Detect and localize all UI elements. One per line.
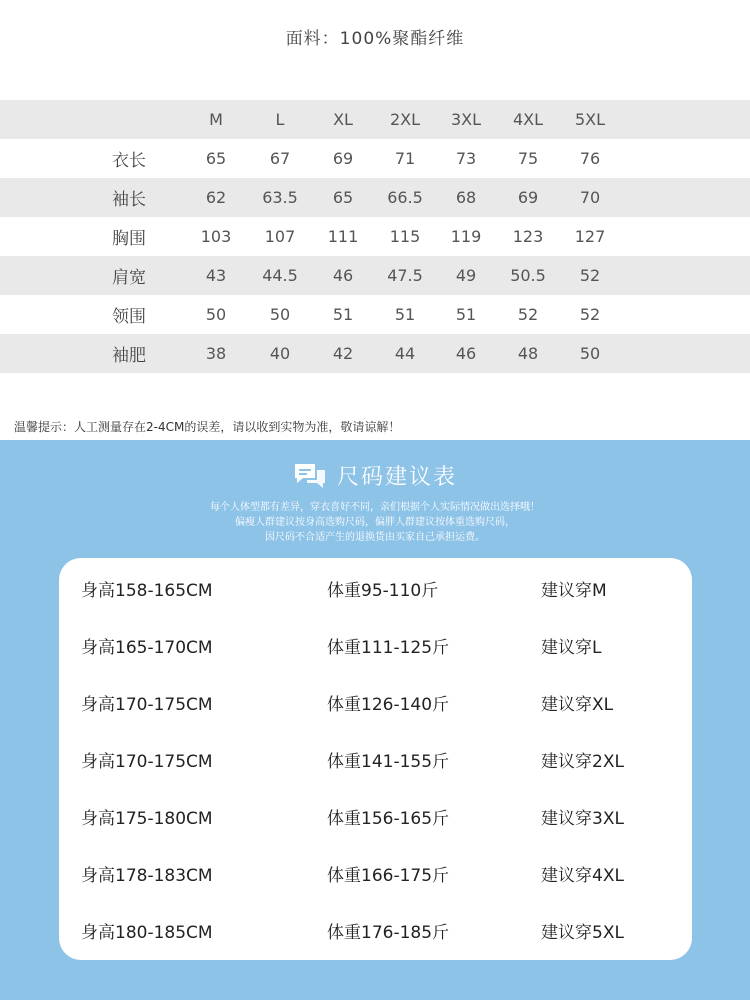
table-cell: 76	[579, 149, 601, 168]
table-cell: 48	[517, 344, 539, 363]
table-cell: 69	[332, 149, 354, 168]
table-cell: 51	[394, 305, 416, 324]
height-range: 身高178-183CM	[81, 866, 213, 886]
height-range: 身高170-175CM	[81, 695, 213, 715]
size-header: 4XL	[512, 110, 544, 129]
size-header: 3XL	[450, 110, 482, 129]
recommendation-row	[59, 861, 692, 891]
table-row	[0, 178, 750, 217]
material-text: 面料：100%聚酯纤维	[285, 29, 465, 49]
table-cell: 66.5	[387, 188, 423, 207]
table-cell: 63.5	[262, 188, 298, 207]
table-cell: 70	[579, 188, 601, 207]
row-label: 肩宽	[112, 268, 146, 288]
chat-bubble-icon	[293, 461, 327, 491]
table-cell: 50.5	[510, 266, 546, 285]
table-cell: 40	[269, 344, 291, 363]
table-cell: 44	[394, 344, 416, 363]
table-cell: 52	[579, 266, 601, 285]
table-cell: 49	[455, 266, 477, 285]
table-cell: 51	[455, 305, 477, 324]
weight-range: 体重176-185斤	[327, 923, 450, 943]
recommendation-row	[59, 576, 692, 606]
advice-line: 偏瘦人群建议按身高选购尺码，偏胖人群建议按体重选购尺码，	[235, 517, 515, 528]
table-row	[0, 295, 750, 334]
measurement-tip: 温馨提示：人工测量存在2-4CM的误差，请以收到实物为准，敬请谅解！	[14, 420, 401, 434]
advice-line: 因尺码不合适产生的退换货由买家自己承担运费。	[265, 532, 485, 543]
table-row	[0, 217, 750, 256]
size-recommendation-card	[59, 558, 692, 960]
suggested-size: 建议穿2XL	[541, 752, 624, 772]
table-cell: 50	[579, 344, 601, 363]
table-cell: 69	[517, 188, 539, 207]
height-range: 身高175-180CM	[81, 809, 213, 829]
table-cell: 46	[455, 344, 477, 363]
table-cell: 51	[332, 305, 354, 324]
table-cell: 123	[512, 227, 544, 246]
height-range: 身高170-175CM	[81, 752, 213, 772]
size-header: L	[275, 110, 285, 129]
height-range: 身高165-170CM	[81, 638, 213, 658]
advice-title-text: 尺码建议表	[336, 465, 457, 490]
recommendation-row	[59, 690, 692, 720]
size-header-row	[0, 100, 750, 139]
suggested-size: 建议穿L	[541, 638, 602, 658]
weight-range: 体重126-140斤	[327, 695, 450, 715]
recommendation-row	[59, 804, 692, 834]
weight-range: 体重166-175斤	[327, 866, 450, 886]
recommendation-row	[59, 633, 692, 663]
size-table	[0, 100, 750, 373]
table-cell: 119	[450, 227, 482, 246]
recommendation-row	[59, 747, 692, 777]
weight-range: 体重141-155斤	[327, 752, 450, 772]
table-cell: 62	[205, 188, 227, 207]
row-label: 领围	[112, 307, 146, 327]
table-cell: 46	[332, 266, 354, 285]
height-range: 身高180-185CM	[81, 923, 213, 943]
row-label: 胸围	[112, 229, 146, 249]
weight-range: 体重95-110斤	[327, 581, 439, 601]
table-cell: 43	[205, 266, 227, 285]
table-cell: 75	[517, 149, 539, 168]
table-cell: 38	[205, 344, 227, 363]
table-cell: 115	[389, 227, 421, 246]
weight-range: 体重111-125斤	[327, 638, 450, 658]
height-range: 身高158-165CM	[81, 581, 213, 601]
table-cell: 107	[264, 227, 296, 246]
advice-title	[0, 460, 750, 491]
table-cell: 50	[205, 305, 227, 324]
advice-description	[0, 500, 750, 545]
table-cell: 127	[574, 227, 606, 246]
size-header: 5XL	[574, 110, 606, 129]
row-label: 衣长	[112, 151, 146, 171]
table-cell: 71	[394, 149, 416, 168]
table-cell: 44.5	[262, 266, 298, 285]
advice-line: 每个人体型都有差异，穿衣喜好不同，亲们根据个人实际情况做出选择哦！	[210, 502, 540, 513]
table-cell: 42	[332, 344, 354, 363]
suggested-size: 建议穿M	[541, 581, 607, 601]
table-cell: 50	[269, 305, 291, 324]
table-row	[0, 139, 750, 178]
size-header: M	[209, 110, 223, 129]
table-cell: 103	[200, 227, 232, 246]
table-cell: 73	[455, 149, 477, 168]
suggested-size: 建议穿5XL	[541, 923, 624, 943]
table-cell: 65	[332, 188, 354, 207]
table-cell: 111	[327, 227, 359, 246]
table-cell: 65	[205, 149, 227, 168]
table-cell: 52	[517, 305, 539, 324]
size-header: XL	[333, 110, 353, 129]
weight-range: 体重156-165斤	[327, 809, 450, 829]
size-advice-panel	[0, 440, 750, 1000]
table-cell: 68	[455, 188, 477, 207]
table-cell: 52	[579, 305, 601, 324]
table-cell: 67	[269, 149, 291, 168]
row-label: 袖长	[112, 190, 146, 210]
suggested-size: 建议穿3XL	[541, 809, 624, 829]
size-header: 2XL	[389, 110, 421, 129]
suggested-size: 建议穿XL	[541, 695, 614, 715]
row-label: 袖肥	[112, 346, 146, 366]
suggested-size: 建议穿4XL	[541, 866, 624, 886]
table-row	[0, 334, 750, 373]
table-row	[0, 256, 750, 295]
recommendation-row	[59, 918, 692, 948]
table-cell: 47.5	[387, 266, 423, 285]
